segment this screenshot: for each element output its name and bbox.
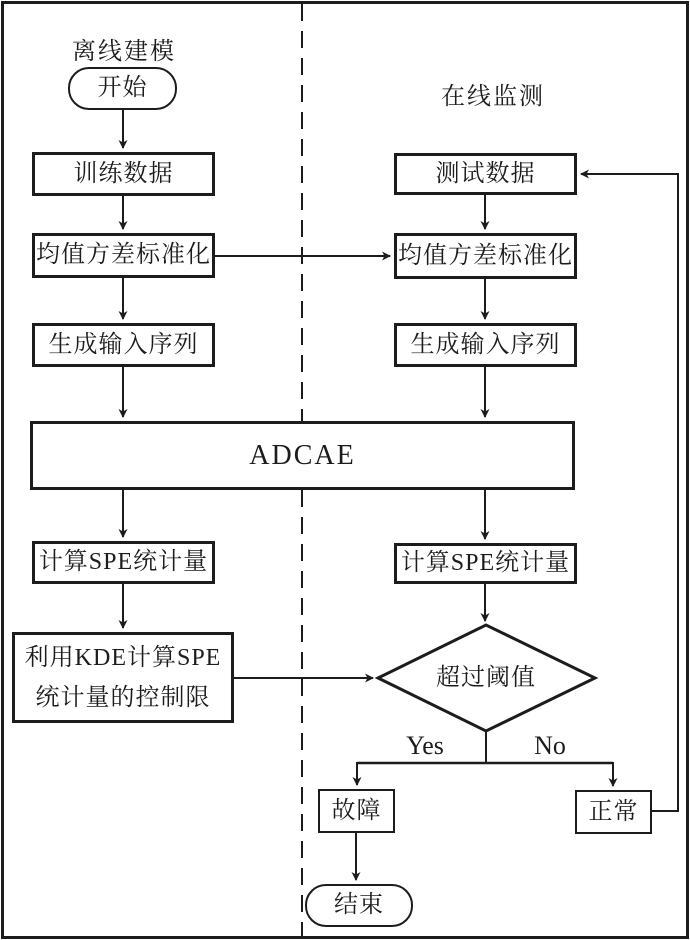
offline-section-title: 离线建模: [72, 39, 176, 65]
train-data-label: 训练数据: [73, 160, 174, 187]
normalize-left-label: 均值方差标准化: [36, 242, 211, 269]
test-data-box: [394, 153, 577, 195]
end-terminal: [305, 884, 413, 927]
kde-control-limit-box: [12, 632, 234, 723]
normal-label: 正常: [588, 798, 639, 825]
gen-sequence-left-box: [32, 323, 215, 367]
kde-line2: 统计量的控制限: [35, 684, 211, 711]
normalize-right-box: [394, 233, 577, 279]
normal-box: [575, 790, 652, 834]
decision-diamond: [396, 662, 576, 694]
fault-box: [318, 789, 395, 833]
train-data-box: [32, 152, 215, 196]
kde-line1: 利用KDE计算SPE: [24, 644, 222, 671]
compute-spe-right-box: [394, 543, 577, 584]
end-label: 结束: [334, 892, 384, 919]
compute-spe-left-box: [32, 541, 215, 584]
fault-label: 故障: [331, 797, 382, 824]
adcae-box: [30, 421, 575, 490]
gen-sequence-left-label: 生成输入序列: [48, 331, 199, 358]
gen-sequence-right-box: [394, 323, 577, 367]
online-section-title: 在线监测: [441, 84, 545, 110]
start-terminal: [68, 67, 177, 110]
adcae-label: ADCAE: [249, 439, 356, 471]
gen-sequence-right-label: 生成输入序列: [410, 331, 561, 358]
normalize-right-label: 均值方差标准化: [398, 242, 573, 269]
start-label: 开始: [97, 75, 148, 102]
yes-branch-label: Yes: [406, 731, 444, 760]
compute-spe-left-label: 计算SPE统计量: [38, 549, 209, 576]
decision-label: 超过阈值: [436, 664, 536, 691]
normalize-left-box: [32, 233, 215, 278]
compute-spe-right-label: 计算SPE统计量: [400, 550, 571, 577]
arrow-normal-to-test-data-feedback: [581, 174, 678, 811]
no-branch-label: No: [534, 731, 566, 760]
test-data-label: 测试数据: [435, 160, 536, 187]
